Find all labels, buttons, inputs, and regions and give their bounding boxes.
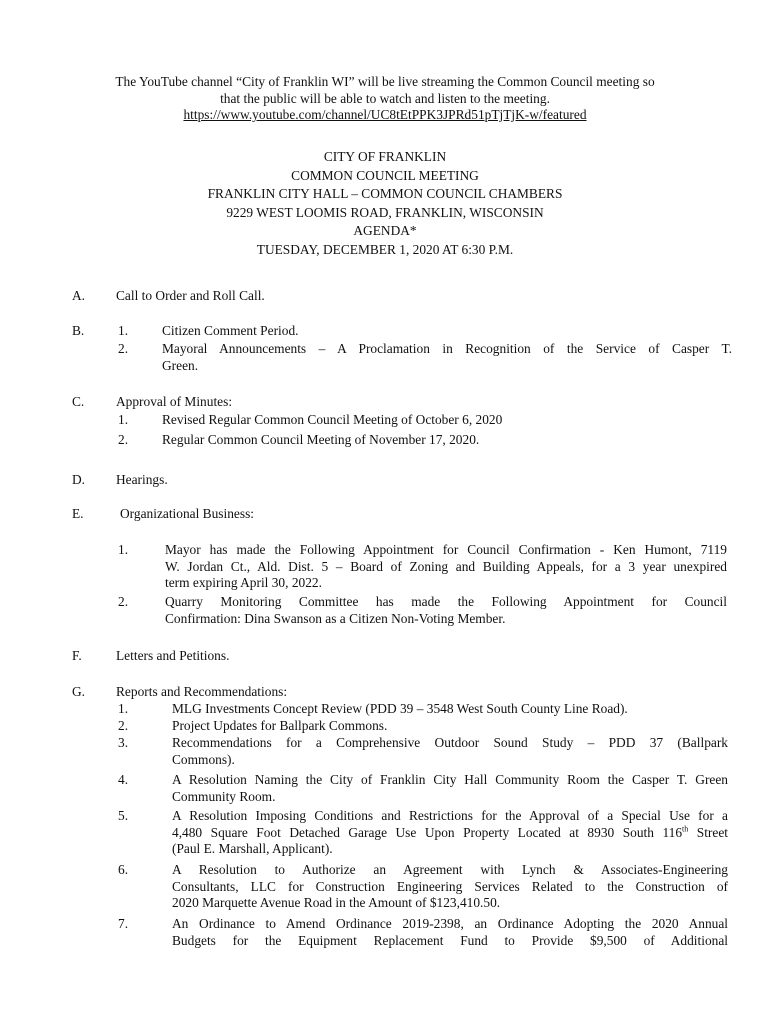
item-number: 3. <box>118 735 129 750</box>
section-letter: A. <box>72 288 86 303</box>
list-item: Mayor has made the Following Appointment for Council Confirmation - Ken Humont, 7119 W. Jordan Ct., Ald. Dist. 5 – Board of Zoning and Building Appeals, for a 3 year unexpired term expiring April 30, 2022. <box>165 542 727 590</box>
section-title: Approval of Minutes: <box>116 394 233 409</box>
section-title: Reports and Recommendations: <box>116 684 288 699</box>
agenda-header <box>40 148 730 259</box>
section-letter: E. <box>72 506 84 521</box>
section-title: Letters and Petitions. <box>116 648 230 663</box>
list-item: A Resolution to Authorize an Agreement with Lynch & Associates-Engineering Consultants, LLC for Construction Engineering Services Related to the Construction of 2020 Marquette Avenue Road in the Amount of $123,410.50. <box>172 862 728 910</box>
list-item: Recommendations for a Comprehensive Outdoor Sound Study – PDD 37 (Ballpark Commons). <box>172 735 728 767</box>
header-agenda: AGENDA* <box>353 223 417 238</box>
header-city: CITY OF FRANKLIN <box>323 149 447 164</box>
section-letter: G. <box>72 684 86 699</box>
header-location: FRANKLIN CITY HALL – COMMON COUNCIL CHAMBERS <box>207 186 563 201</box>
section-title: Hearings. <box>116 472 168 487</box>
list-item: Citizen Comment Period. <box>162 323 299 338</box>
section-letter: F. <box>72 648 82 663</box>
section-letter: D. <box>72 472 86 487</box>
youtube-link[interactable]: https://www.youtube.com/channel/UC8tEtPPK3JPRd51pTjTjK-w/featured <box>183 107 587 122</box>
item-number: 2. <box>118 341 129 356</box>
item-number: 6. <box>118 862 129 877</box>
item-number: 2. <box>118 718 129 733</box>
item-number: 5. <box>118 808 129 823</box>
list-item: A Resolution Imposing Conditions and Restrictions for the Approval of a Special Use for a 4,480 Square Foot Detached Garage Use Upon Property Located at 8930 South 116th Street (Paul E. Marshall, Applicant). <box>172 808 728 856</box>
header-address: 9229 WEST LOOMIS ROAD, FRANKLIN, WISCONSIN <box>226 204 544 220</box>
item-number: 2. <box>118 432 129 447</box>
item-number: 2. <box>118 594 129 609</box>
section-letter: C. <box>72 394 85 409</box>
item-number: 1. <box>118 323 129 338</box>
item-number: 1. <box>118 542 129 557</box>
livestream-notice <box>40 74 730 124</box>
item-number: 1. <box>118 412 129 427</box>
section-title: Call to Order and Roll Call. <box>116 288 265 303</box>
notice-line-1: The YouTube channel “City of Franklin WI” will be live streaming the Common Council meeting so <box>115 74 655 89</box>
section-letter: B. <box>72 323 85 338</box>
item-number: 7. <box>118 916 129 931</box>
header-meeting: COMMON COUNCIL MEETING <box>291 167 479 183</box>
list-item: Regular Common Council Meeting of November 17, 2020. <box>162 432 480 447</box>
header-datetime: TUESDAY, DECEMBER 1, 2020 AT 6:30 P.M. <box>256 241 514 257</box>
list-item: A Resolution Naming the City of Franklin City Hall Community Room the Casper T. Green Community Room. <box>172 772 728 804</box>
list-item: Revised Regular Common Council Meeting of October 6, 2020 <box>162 412 503 427</box>
item-number: 1. <box>118 701 129 716</box>
section-title: Organizational Business: <box>120 506 255 521</box>
list-item: Mayoral Announcements – A Proclamation in Recognition of the Service of Casper T. Green. <box>162 341 732 373</box>
list-item: An Ordinance to Amend Ordinance 2019-2398, an Ordinance Adopting the 2020 Annual Budgets for the Equipment Replacement Fund to Provide $9,500 of Additional <box>172 916 728 948</box>
notice-line-2: that the public will be able to watch and listen to the meeting. <box>220 90 550 106</box>
item-number: 4. <box>118 772 129 787</box>
list-item: MLG Investments Concept Review (PDD 39 – 3548 West South County Line Road). <box>172 701 628 716</box>
list-item: Quarry Monitoring Committee has made the Following Appointment for Council Confirmation: Dina Swanson as a Citizen Non-Voting Member. <box>165 594 727 626</box>
list-item: Project Updates for Ballpark Commons. <box>172 718 388 733</box>
